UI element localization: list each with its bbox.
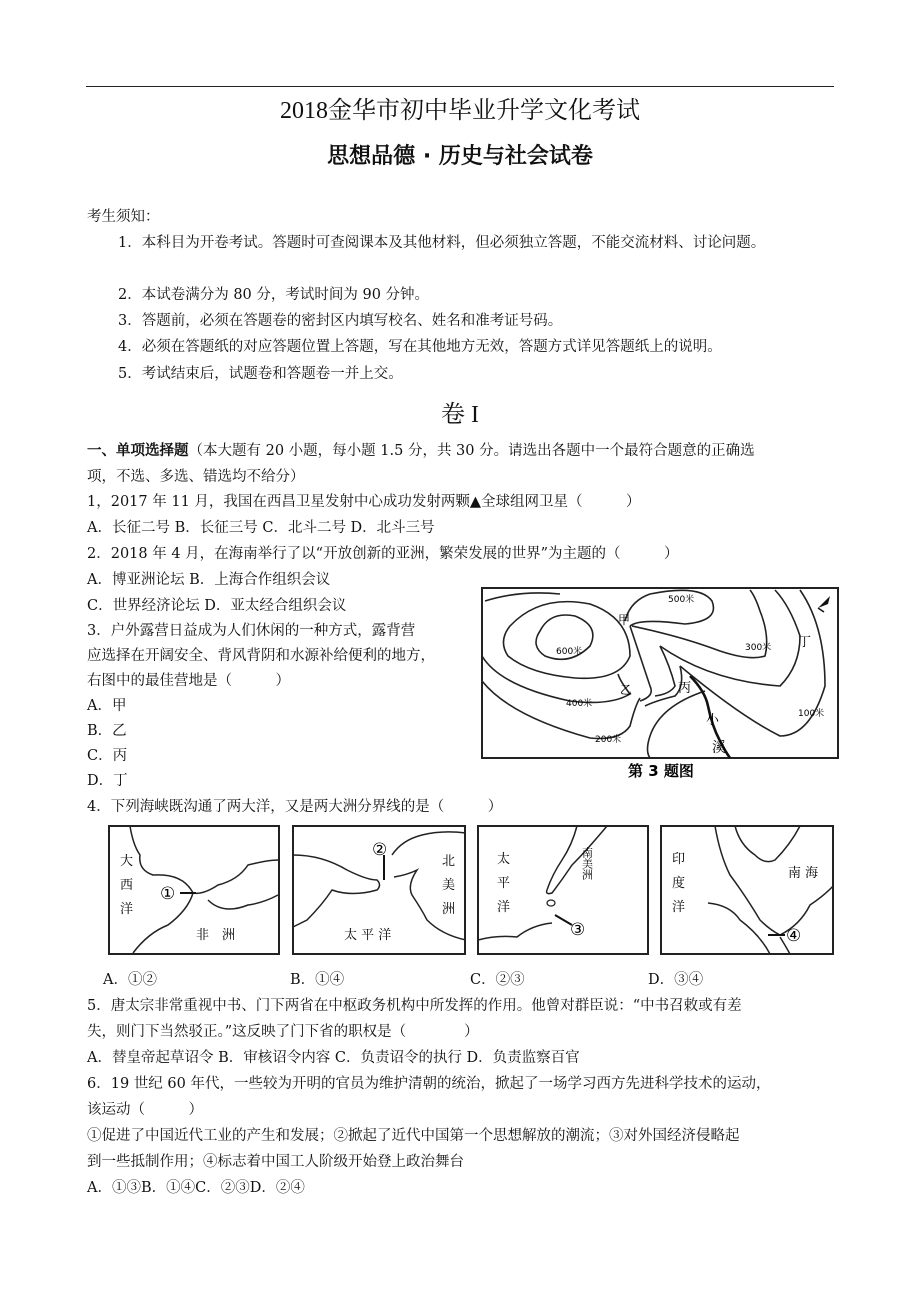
q4-stem: 4．下列海峡既沟通了两大洋，又是两大洲分界线的是（ ） [87,799,503,815]
q4-map-3 [477,825,649,955]
site-label-ding: 丁 [798,635,812,650]
figure-caption: 第 3 题图 [628,762,694,780]
notice-item: 2．本试卷满分为 80 分，考试时间为 90 分钟。 [118,287,430,303]
q6-statements: ①促进了中国近代工业的产生和发展；②掀起了近代中国第一个思想解放的潮流；③对外国经济侵略起 [87,1128,740,1144]
map-label: 美 [442,878,456,893]
map-label: 北 [442,854,456,869]
q2-options: C．世界经济论坛 D．亚太经合组织会议 [87,598,347,614]
q2-stem: 2．2018 年 4 月，在海南举行了以“开放创新的亚洲，繁荣发展的世界”为主题的（ ） [87,546,679,562]
contour-label: 200米 [595,735,622,745]
strait-marker: ① [160,884,176,904]
contour-300-left [482,656,633,702]
map-label: 洋 [497,900,511,915]
map-label: 南 海 [788,866,819,881]
part-description-cont: 项，不选、多选、错选均不给分） [87,469,305,485]
map-label: 太 平 洋 [344,928,392,943]
map-label: 西 [120,878,134,893]
island [547,900,555,906]
contour-label: 600米 [556,647,583,657]
q3-option: B．乙 [87,723,127,739]
map-label: 非 洲 [196,928,236,943]
coastline [708,903,770,954]
q3-contour-map [480,586,842,782]
section-title: 卷 I [441,402,479,428]
q3-stem: 3．户外露营日益成为人们休闲的一种方式，露背营 [87,623,416,639]
coastline [547,826,607,894]
map-label: 太 [497,852,511,867]
exam-subtitle: 思想品德 · 历史与社会试卷 [327,144,593,169]
map-label: 洋 [672,900,686,915]
q1-options: A．长征二号 B．长征三号 C．北斗二号 D．北斗三号 [87,520,435,536]
notice-item: 1．本科目为开卷考试。答题时可查阅课本及其他材料，但必须独立答题，不能交流材料、讨论问题。 [118,235,766,251]
coastline [130,826,278,893]
site-label-jia: 甲 [618,613,631,627]
north-arrow-icon [818,596,830,612]
q2-options: A．博亚洲论坛 B．上海合作组织会议 [87,572,331,588]
contour-label: 500米 [668,595,695,605]
q4-map-4 [660,825,834,955]
q4-option: A．①② [103,972,157,988]
q3-option: A．甲 [87,698,127,714]
contour-400 [503,602,630,679]
coastline [208,895,278,909]
notice-heading: 考生须知： [87,209,160,225]
coastline [293,855,380,927]
map-label: 洲 [442,902,456,917]
q4-map-1 [108,825,280,955]
q6-options: A．①③B．①④C．②③D．②④ [87,1180,305,1196]
map-label: 大 [120,854,134,869]
notice-item: 4．必须在答题纸的对应答题位置上答题，写在其他地方无效，答题方式详见答题纸上的说明。 [118,339,722,355]
q4-option: D．③④ [648,972,704,988]
map-label: 南美洲 [580,847,594,880]
q5-options: A．替皇帝起草诏令 B．审核诏令内容 C．负责诏令的执行 D．负责监察百官 [87,1050,580,1066]
coastline [715,826,780,935]
q6-statements: 到一些抵制作用；④标志着中国工人阶级开始登上政治舞台 [87,1154,464,1170]
coastline [735,826,800,862]
map-frame [482,588,838,758]
strait-marker: ② [372,840,388,860]
map-label: 平 [497,876,511,891]
map-label: 洋 [120,902,134,917]
ridge-line [630,626,651,701]
q4-map-2 [292,825,466,955]
q6-stem: 6．19 世纪 60 年代，一些较为开明的官员为维护清朝的统治，掀起了一场学习西方先进科学技术的运动， [87,1076,771,1092]
q3-option: C．丙 [87,748,128,764]
exam-title: 2018金华市初中毕业升学文化考试 [280,98,640,124]
contour-200 [482,681,640,739]
map-label: 印 [672,852,686,867]
strait-marker: ③ [570,920,586,940]
q4-option: C．②③ [470,972,525,988]
part-title: 一、单项选择题 [87,442,189,459]
header-rule [86,86,834,87]
q3-stem: 应选择在开阔安全、背风背阴和水源补给便利的地方， [87,648,435,664]
notice-item: 5．考试结束后，试题卷和答题卷一并上交。 [118,366,403,382]
contour-label: 100米 [798,709,825,719]
coastline [478,923,552,940]
site-label-bing: 丙 [678,681,692,696]
part-heading [87,441,755,461]
strait-marker: ④ [786,926,802,946]
q3-stem: 右图中的最佳营地是（ ） [87,673,290,689]
coastline [394,870,466,940]
q6-stem: 该运动（ ） [87,1102,203,1118]
coastline [392,832,466,855]
contour-label: 300米 [745,643,772,653]
stream-label: 小 [706,713,720,728]
part-description: （本大题有 20 小题，每小题 1.5 分，共 30 分。请选出各题中一个最符合题意的正确选 [188,443,755,459]
map-label: 度 [672,876,686,891]
q5-stem: 5．唐太宗非常重视中书、门下两省在中枢政务机构中所发挥的作用。他曾对群臣说：“中书召敕或有差 [87,998,742,1014]
notice-item: 3．答题前，必须在答题卷的密封区内填写校名、姓名和准考证号码。 [118,313,563,329]
q4-option: B．①④ [290,972,345,988]
stream-label: 溪 [712,740,726,756]
map-frame [661,826,833,954]
q1-stem: 1，2017 年 11 月，我国在西昌卫星发射中心成功发射两颗▲全球组网卫星（ ） [87,494,641,510]
contour-label: 400米 [566,699,593,709]
site-label-yi: 乙 [620,683,633,697]
contour-map-svg [480,586,842,782]
q3-option: D．丁 [87,773,128,789]
contour-outer [485,593,560,601]
q5-stem: 失，则门下当然驳正。”这反映了门下省的职权是（ ） [87,1024,479,1040]
